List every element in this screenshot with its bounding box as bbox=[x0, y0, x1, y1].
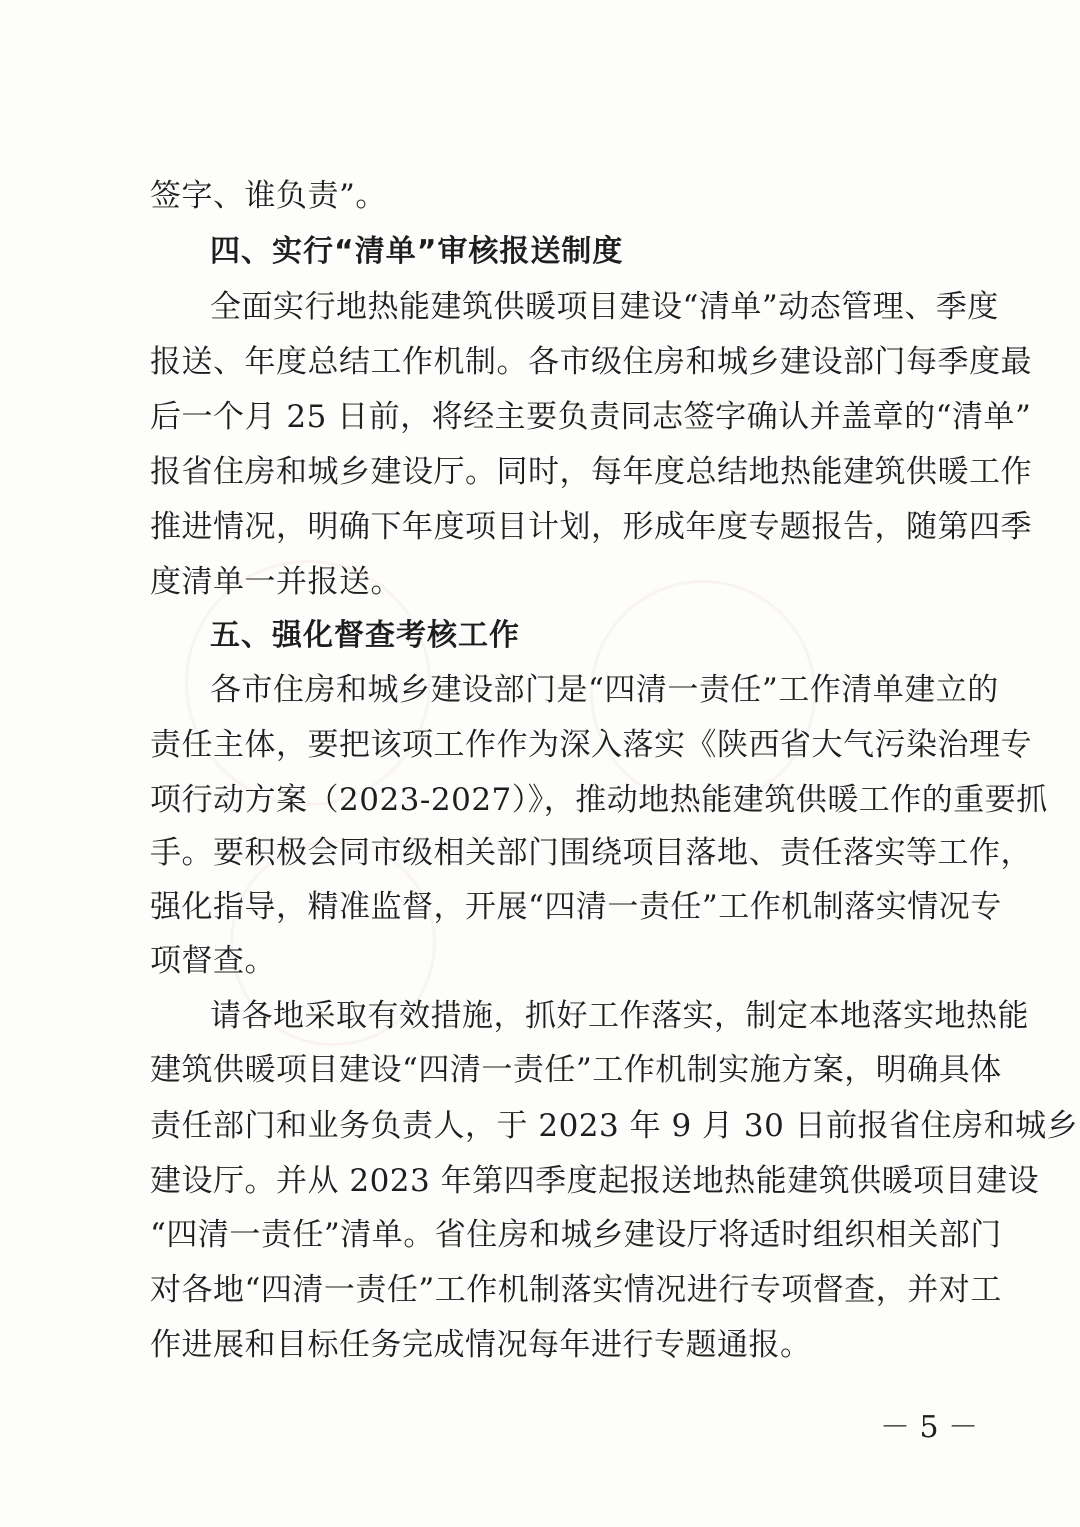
body-line: 后一个月 25 日前，将经主要负责同志签字确认并盖章的“清单” bbox=[150, 399, 1032, 435]
body-line: 项督查。 bbox=[150, 943, 276, 979]
body-line: 报省住房和城乡建设厅。同时，每年度总结地热能建筑供暖工作 bbox=[150, 454, 1032, 490]
body-line: 责任部门和业务负责人，于 2023 年 9 月 30 日前报省住房和城乡 bbox=[150, 1108, 1079, 1144]
body-line: 报送、年度总结工作机制。各市级住房和城乡建设部门每季度最 bbox=[150, 344, 1032, 380]
body-line: 请各地采取有效措施，抓好工作落实，制定本地落实地热能 bbox=[210, 998, 1029, 1034]
body-line: 全面实行地热能建筑供暖项目建设“清单”动态管理、季度 bbox=[210, 289, 999, 325]
body-line: 推进情况，明确下年度项目计划，形成年度专题报告，随第四季 bbox=[150, 509, 1032, 545]
body-line: 强化指导，精准监督，开展“四清一责任”工作机制落实情况专 bbox=[150, 889, 1002, 925]
body-line: 作进展和目标任务完成情况每年进行专题通报。 bbox=[150, 1327, 812, 1363]
body-line: 建设厅。并从 2023 年第四季度起报送地热能建筑供暖项目建设 bbox=[150, 1163, 1040, 1199]
body-line: “四清一责任”清单。省住房和城乡建设厅将适时组织相关部门 bbox=[150, 1217, 1002, 1253]
body-line: 手。要积极会同市级相关部门围绕项目落地、责任落实等工作， bbox=[150, 835, 1032, 871]
body-line: 项行动方案（2023-2027）》，推动地热能建筑供暖工作的重要抓 bbox=[150, 782, 1048, 818]
page-number: － 5 － bbox=[880, 1410, 979, 1445]
section-heading: 四、实行“清单”审核报送制度 bbox=[210, 234, 624, 269]
body-line: 签字、谁负责”。 bbox=[150, 178, 387, 214]
body-line: 各市住房和城乡建设部门是“四清一责任”工作清单建立的 bbox=[210, 672, 999, 708]
body-line: 建筑供暖项目建设“四清一责任”工作机制实施方案，明确具体 bbox=[150, 1052, 1002, 1088]
body-line: 责任主体，要把该项工作作为深入落实《陕西省大气污染治理专 bbox=[150, 727, 1032, 763]
body-line: 度清单一并报送。 bbox=[150, 564, 402, 600]
body-line: 对各地“四清一责任”工作机制落实情况进行专项督查，并对工 bbox=[150, 1272, 1002, 1308]
section-heading: 五、强化督查考核工作 bbox=[210, 618, 520, 653]
